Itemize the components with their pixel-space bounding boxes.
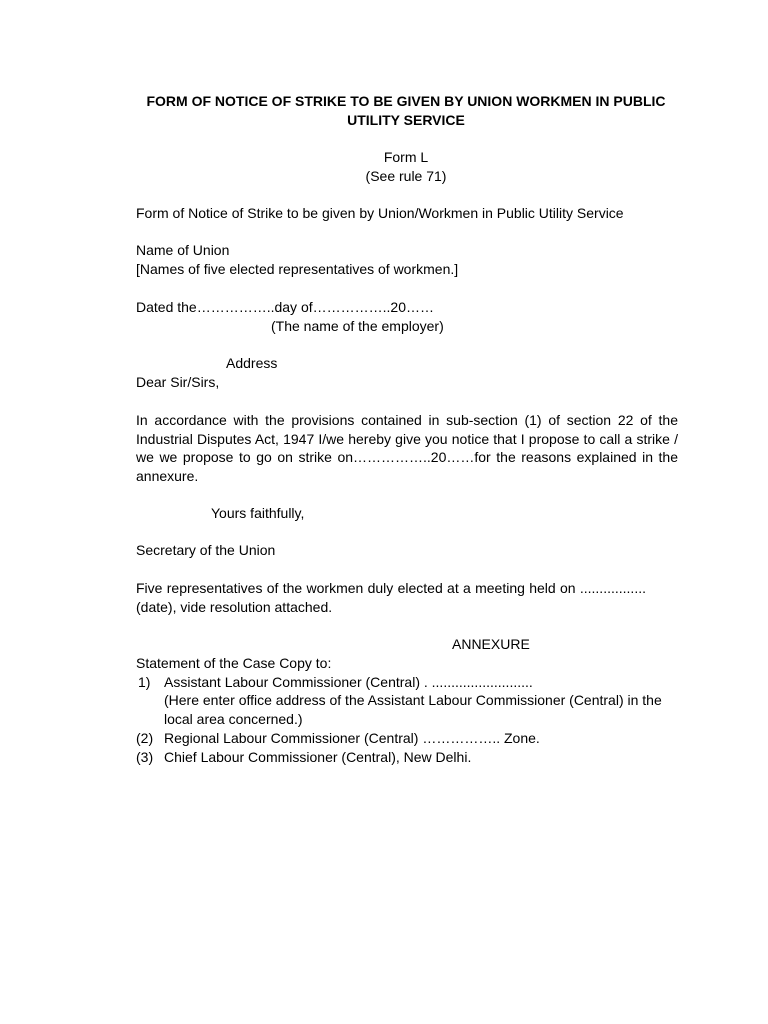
list-item-subtext: (Here enter office address of the Assistant Labour Commissioner (Central) in the local area concerned.) [164,692,662,727]
list-item-text: Chief Labour Commissioner (Central), New Delhi. [164,749,472,765]
statement-line: Statement of the Case Copy to: [136,655,332,671]
salutation: Dear Sir/Sirs, [136,374,220,390]
representatives-note: Five representatives of the workmen duly elected at a meeting held on ................. (date), vide resolution attached. [136,580,646,615]
name-of-union: Name of Union [136,242,230,258]
address-label: Address [226,355,278,371]
closing: Yours faithfully, [211,505,305,521]
form-subtitle: Form of Notice of Strike to be given by Union/Workmen in Public Utility Service [136,205,624,221]
list-item-number: (2) [136,730,154,746]
employer-name: (The name of the employer) [271,318,444,334]
dated-line: Dated the……………..day of……………..20…… [136,299,434,315]
document-title: FORM OF NOTICE OF STRIKE TO BE GIVEN BY UNION WORKMEN IN PUBLIC UTILITY SERVICE [146,93,666,128]
rule-reference: (See rule 71) [365,168,447,184]
notice-paragraph: In accordance with the provisions contained in sub-section (1) of section 22 of the Industrial Disputes Act, 1947 I/we hereby give you notice that I propose to call a strike / we we propose to go on strike on……………..20……for the reasons explained in the annexure. [136,412,678,484]
signatory: Secretary of the Union [136,542,276,558]
list-item-number: (3) [136,749,154,765]
representatives-names: [Names of five elected representatives of workmen.] [136,261,459,277]
list-item-text: Regional Labour Commissioner (Central) …………….. Zone. [164,730,540,746]
annexure-heading: ANNEXURE [452,636,530,652]
list-item-number: 1) [138,674,151,690]
form-label: Form L [383,149,429,165]
list-item-text: Assistant Labour Commissioner (Central) . .......................... [164,674,533,690]
